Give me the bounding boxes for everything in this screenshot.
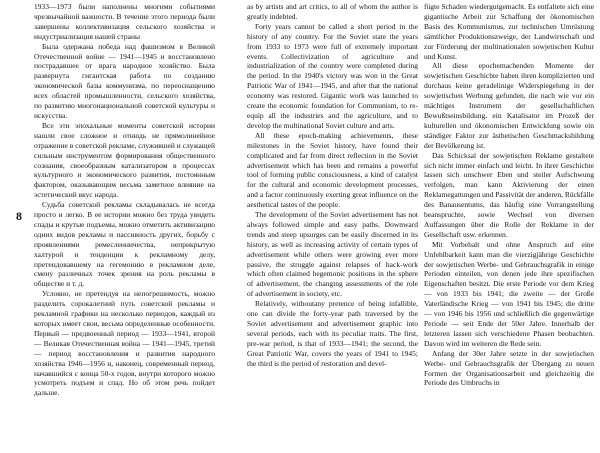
page-number: 8	[16, 209, 22, 223]
russian-paragraph: 1933—1973 были наполнены многими событиями чрезвычайной важности. В течение этого периода были завершены коллективизация сельского хозяйства и индустриализация нашей страны	[34, 2, 215, 41]
german-paragraph: Das Schicksal der sowjetischen Reklame gestaltete sich nicht immer einfach und leicht. In ihrer Geschichte lassen sich unschwer Eben und steiler Aufschwung verfolgen, man kann Aktivierung der einen Reklamegattungen und Passivität der anderen, Rückfälle des Banausentums, das häufig eine Vorrangstellung beanspruchte, sowie Wechsel von diversen Auffassungen über die Rolle der Reklame in der Gesellschaft usw. erkennen.	[424, 150, 594, 239]
russian-paragraph: Была одержана победа над фашизмом в Великой Отечественной войне — 1941—1945 и восстановлено пострадавшее от врага народное хозяйство. Была развернута гигантская работа по созданию экономической базы коммунизма, по переоснащению всех областей промышленности, сельского хозяйства, по развитию многонациональной советской культуры и искусства.	[34, 41, 215, 120]
english-paragraph: The development of the Soviet advertisement has not always followed simple and easy paths. Downward trends and steep upsurges can be easily discerned in its history, as well as increasing activity of certain types of advertisement while others were growing ever more passive, the struggle against relapses of hack-work which often claimed hegemonic positions in the sphere of advertisement, the changing assessments of the role of advertisement in society, etc.	[247, 210, 418, 299]
german-text-column	[424, 2, 594, 448]
english-paragraph: All these epoch-making achievements, these milestones in the Soviet history, have found their complicated and far from direct reflection in the Soviet advertisement which has been and remains a powerful tool of forming public consciousness, a kind of catalyst for the cultural and economic development processes, and a factor continuously exerting great influence on the aesthetical tastes of the people.	[247, 130, 418, 210]
english-paragraph: Relatively, withoutany pretence of being infallible, one can divide the forty-year path traversed by the Soviet advertisement and advertisement graphic into several periods, each with its peculiar traits. The first, pre-war period, is that of 1933—1941; the second, the Great Patriotic War, covers the years of 1941 to 1945; the third is the period of restoration and devel-	[247, 299, 418, 368]
german-paragraph: All diese epochemachenden Momente der sowjetischen Geschichte haben ihren komplizierten und durchaus keine geradelinige Widerspiegelung in der sowjetischen Werbung gefunden, die nach wie vor ein mächtiges Instrument der gesellschaftlichen Bewußtseinsbildung, ein Katalisator im Prozeß der kulturellen und ökonomischen Entwicklung sowie ein ständiger Faktor zur ästhetischen Geschmacksbildung der Bevölkerung ist.	[424, 61, 594, 150]
german-paragraph: Mit Vorbehalt und ohne Anspruch auf eine Unfehlbarkeit kann man die vierzigjährige Geschichte der sowjetischen Werbe- und Gebrauchsgrafik in einige Perioden einteilen, von denen jede ihre spezifischen Eigenschaften besitzt. Die erste Periode vor dem Krieg — von 1933 bis 1941; die zweite — der Große Vaterländische Krieg — von 1941 bis 1945; die dritte — von 1946 bis 1956 und schließlich die gegenwärtige Periode — seit Ende der 50er Jahre. Innerhalb der letzteren lassen sich verschiedene Phasen beobachten. Davon wird im weiteren die Rede sein.	[424, 239, 594, 348]
russian-paragraph: Судьба советской рекламы складывалась не всегда просто и легко. В ее истории можно без труда увидеть спады и крутые подъемы, можно отметить активизацию одних видов рекламы и пассивность других, борьбу с проявлениями ремесленничества, неприкрытую халтурой и тенденции к рекламному делу, претендовавшему на гегемонию в рекламном деле, смену различных точек зрения на роль рекламы в обществе и т. д.	[34, 200, 215, 289]
english-paragraph: as by artists and art critics, to all of whom the author is greatly indebted.	[247, 2, 418, 21]
german-paragraph: Anfang der 30er Jahre setzte in der sowjetischen Werbe- und Gebrauchsgrafik der Übergang zu neuen Formen der Organisationsarbeit und gleichzeitig die Periode des Umbruchs in	[424, 348, 594, 388]
english-paragraph: Forty years cannot be called a short period in the history of any country. For the Soviet state the years from 1933 to 1973 were full of extremely important events. Collectivization of agriculture and industrialization of the country were completed during the period. In the 1940's victory was won in the Great Patriotic War of 1941—1945, and after that the national economy was restored. Gigantic work was launched to create the economic foundation for Communism, to re-equip all the industries and the agriculture, and to develop the multinational Soviet culture and arts.	[247, 21, 418, 130]
russian-paragraph: Условно, не претендуя на непогрешимость, можно разделить сорокалетний путь советской рекламы и рекламной графики на несколько периодов, каждый из которых имеет свои, весьма определенные особенности. Первый — предвоенный период — 1933—1941, второй — Великая Отечественная война — 1941—1945, третий — период восстановления и развития народного хозяйства 1946—1956 и, наконец, современный период, начавшийся с конца 50-х годов, внутри которого можно усмотреть подъем и спад. Но об этом речь пойдет дальше.	[34, 289, 215, 398]
russian-paragraph: Все эти эпохальные моменты советской истории нашли свое сложное и отнюдь не прямолинейное отражение в советской рекламе, служившей и служащей сильным инструментом формирования общественного сознания, своеобразным катализатором в процессах культурного и экономического развития, постоянным фактором, оказывающим весьма заметное влияние на эстетический вкус народа.	[34, 120, 215, 200]
german-paragraph: fügte Schaden wiedergutgemacht. Es entfaltete sich eine gigantische Arbeit zur Schaffung der ökonomischen Basis des Kommunismus, zur technischen Umrüstung sämtlicher Produktionszweige, der Landwirtschaft und zur Förderung der multinationalen sowjetischen Kultur und Kunst.	[424, 2, 594, 61]
russian-text-column	[34, 2, 215, 448]
english-text-column	[247, 2, 418, 448]
